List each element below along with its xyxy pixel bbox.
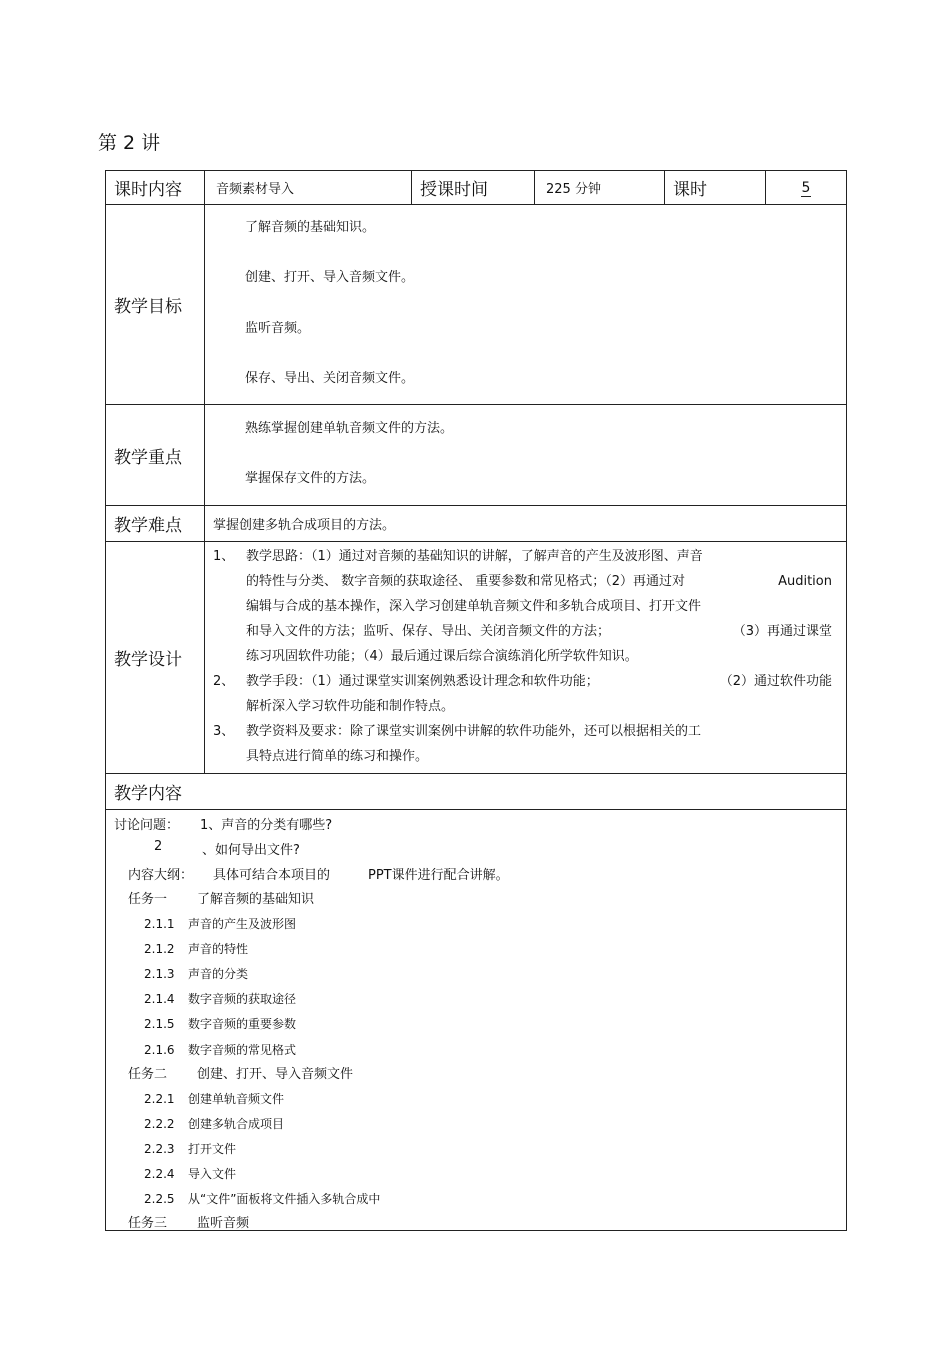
focus-label: 教学重点 xyxy=(106,405,205,506)
subtopic-item xyxy=(144,1190,380,1207)
subtopic-item xyxy=(144,1115,284,1132)
subtopic-code: 2.2.3 xyxy=(144,1142,175,1156)
subtopic-item xyxy=(144,990,296,1007)
lesson-plan-table xyxy=(105,170,847,1231)
subtopic-text: 声音的特性 xyxy=(188,942,249,956)
goals-label: 教学目标 xyxy=(106,205,205,405)
design-item-number: 1、 xyxy=(213,549,235,564)
design-item-number: 2、 xyxy=(213,674,235,689)
subtopic-text: 数字音频的常见格式 xyxy=(188,1043,297,1057)
content-head-row xyxy=(106,774,847,810)
design-line: （2）通过软件功能 xyxy=(719,674,832,689)
design-body xyxy=(205,542,847,774)
time-value: 225 分钟 xyxy=(535,171,665,205)
subtopic-code: 2.1.4 xyxy=(144,992,175,1006)
content-value: 音频素材导入 xyxy=(205,171,412,205)
focus-row xyxy=(106,405,847,506)
outline-text: 具体可结合本项目的 xyxy=(213,868,331,883)
task-title: 创建、打开、导入音频文件 xyxy=(197,1067,354,1082)
subtopic-text: 创建单轨音频文件 xyxy=(188,1092,285,1106)
design-label: 教学设计 xyxy=(106,542,205,774)
difficulty-label: 教学难点 xyxy=(106,506,205,542)
subtopic-text: 导入文件 xyxy=(188,1167,237,1181)
subtopic-item xyxy=(144,1041,296,1058)
subtopic-code: 2.1.3 xyxy=(144,967,175,981)
header-row xyxy=(106,171,847,205)
focus-item: 掌握保存文件的方法。 xyxy=(245,471,376,486)
design-line: 和导入文件的方法；监听、保存、导出、关闭音频文件的方法； xyxy=(246,624,611,639)
outline-text: PPT课件进行配合讲解。 xyxy=(368,868,509,883)
design-line: 教学思路：（1）通过对音频的基础知识的讲解，了解声音的产生及波形图、声音 xyxy=(246,549,703,564)
subtopic-item xyxy=(144,1140,236,1157)
lecture-title: 第 2 讲 xyxy=(98,132,161,154)
design-item xyxy=(213,669,832,719)
time-label: 授课时间 xyxy=(412,171,535,205)
subtopic-code: 2.1.2 xyxy=(144,942,175,956)
difficulty-row xyxy=(106,506,847,542)
design-row xyxy=(106,542,847,774)
difficulty-text: 掌握创建多轨合成项目的方法。 xyxy=(205,506,847,542)
subtopic-text: 数字音频的重要参数 xyxy=(188,1017,297,1031)
subtopic-item xyxy=(144,965,248,982)
task-label: 任务二 xyxy=(128,1067,168,1082)
subtopic-code: 2.1.6 xyxy=(144,1043,175,1057)
subtopic-text: 打开文件 xyxy=(188,1142,237,1156)
subtopic-item xyxy=(144,940,248,957)
design-item-number: 3、 xyxy=(213,724,235,739)
outline-label: 内容大纲： xyxy=(128,868,194,883)
design-item xyxy=(213,544,832,669)
goals-list xyxy=(205,205,847,405)
subtopic-code: 2.1.1 xyxy=(144,917,175,931)
subtopic-item xyxy=(144,1090,284,1107)
design-line: 的特性与分类、 数字音频的获取途径、 重要参数和常见格式；（2）再通过对 xyxy=(246,574,686,589)
goal-item: 了解音频的基础知识。 xyxy=(245,219,376,235)
discussion-question-number: 2 xyxy=(154,839,163,854)
hours-label: 课时 xyxy=(665,171,766,205)
subtopic-text: 声音的分类 xyxy=(188,967,249,981)
subtopic-code: 2.2.4 xyxy=(144,1167,175,1181)
subtopic-code: 2.2.2 xyxy=(144,1117,175,1131)
design-line: 编辑与合成的基本操作，深入学习创建单轨音频文件和多轨合成项目、打开文件 xyxy=(246,599,702,614)
discussion-question: 1、声音的分类有哪些? xyxy=(200,818,333,833)
discussion-question: 、如何导出文件? xyxy=(202,843,300,858)
discussion-label: 讨论问题： xyxy=(114,818,180,833)
design-line: 具特点进行简单的练习和操作。 xyxy=(246,749,429,764)
focus-item: 熟练掌握创建单轨音频文件的方法。 xyxy=(245,421,454,436)
hours-cell xyxy=(766,171,847,205)
design-line: 教学资料及要求：除了课堂实训案例中讲解的软件功能外，还可以根据相关的工 xyxy=(246,724,702,739)
goals-row xyxy=(106,205,847,405)
content-label-heading: 教学内容 xyxy=(106,774,847,810)
focus-list xyxy=(205,405,847,506)
design-item xyxy=(213,719,832,769)
subtopic-text: 声音的产生及波形图 xyxy=(188,917,297,931)
subtopic-item xyxy=(144,1015,296,1032)
subtopic-text: 数字音频的获取途径 xyxy=(188,992,297,1006)
subtopic-code: 2.2.5 xyxy=(144,1192,175,1206)
subtopic-code: 2.2.1 xyxy=(144,1092,175,1106)
subtopic-item xyxy=(144,915,296,932)
subtopic-code: 2.1.5 xyxy=(144,1017,175,1031)
goal-item: 监听音频。 xyxy=(245,320,311,336)
subtopic-text: 从“文件”面板将文件插入多轨合成中 xyxy=(188,1192,381,1206)
design-line: 练习巩固软件功能；（4）最后通过课后综合演练消化所学软件知识。 xyxy=(246,649,638,664)
task-label: 任务一 xyxy=(128,892,168,907)
content-row xyxy=(106,810,847,1231)
design-line: 教学手段：（1）通过课堂实训案例熟悉设计理念和软件功能； xyxy=(246,674,599,689)
goal-item: 创建、打开、导入音频文件。 xyxy=(245,270,415,286)
subtopic-text: 创建多轨合成项目 xyxy=(188,1117,285,1131)
goal-item: 保存、导出、关闭音频文件。 xyxy=(245,371,415,387)
task-title: 监听音频 xyxy=(197,1216,250,1231)
task-title: 了解音频的基础知识 xyxy=(197,892,315,907)
design-line: Audition xyxy=(778,574,832,589)
design-line: （3）再通过课堂 xyxy=(732,624,832,639)
task-label: 任务三 xyxy=(128,1216,168,1231)
hours-value: 5 xyxy=(801,179,811,196)
design-line: 解析深入学习软件功能和制作特点。 xyxy=(246,699,455,714)
subtopic-item xyxy=(144,1165,236,1182)
content-body xyxy=(106,810,847,1231)
content-label: 课时内容 xyxy=(106,171,205,205)
